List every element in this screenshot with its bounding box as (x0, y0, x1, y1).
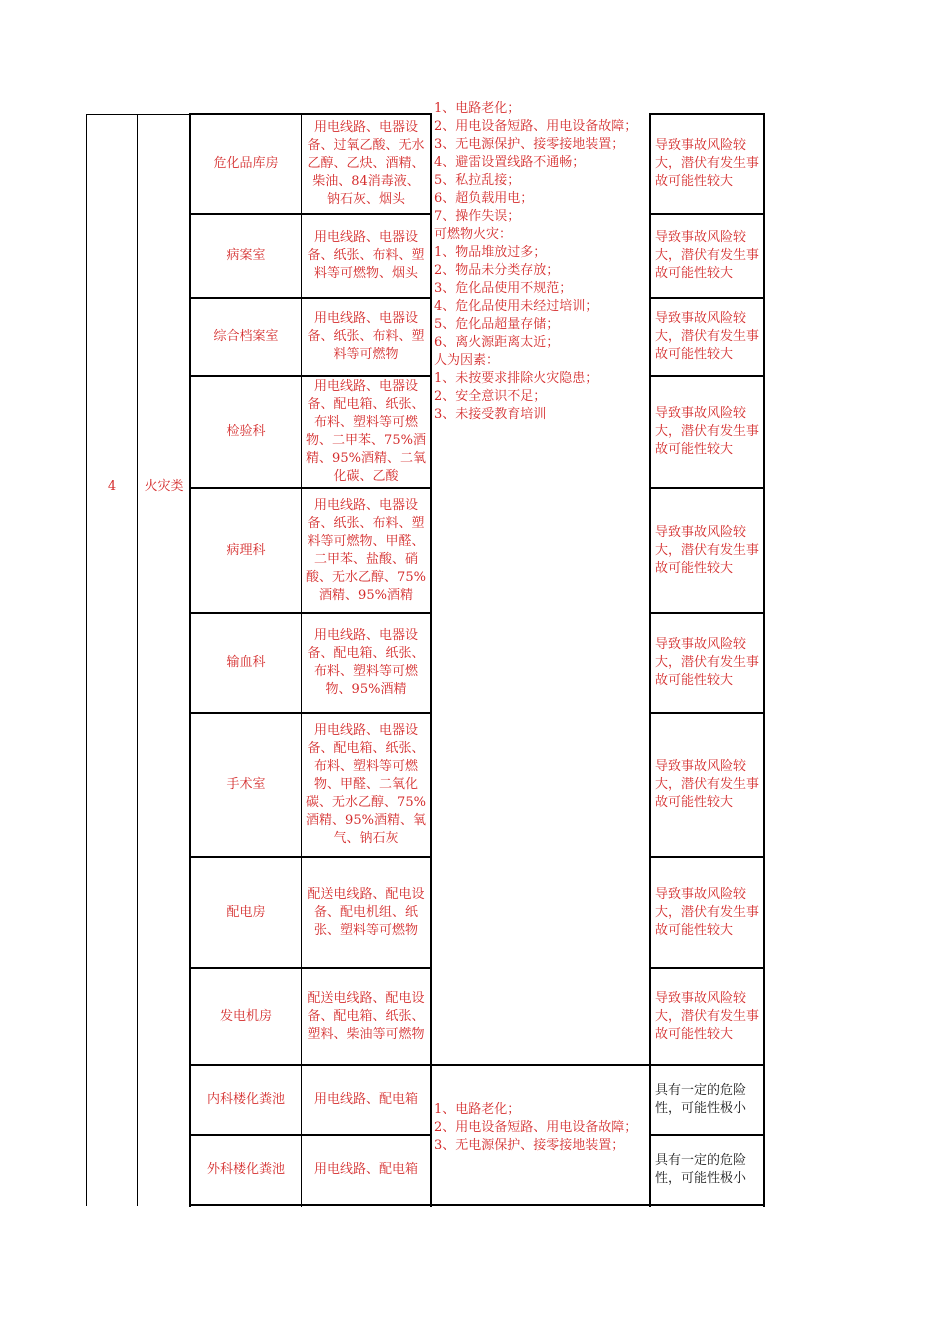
hazard-cell: 配送电线路、配电设备、配电机组、纸张、塑料等可燃物 (307, 886, 425, 938)
risk-cell: 具有一定的危险性，可能性极小 (655, 1153, 747, 1186)
risk-cell: 具有一定的危险性，可能性极小 (655, 1083, 747, 1116)
hazard-cell: 用电线路、电器设备、过氧乙酸、无水乙醇、乙炔、酒精、柴油、84消毒液、钠石灰、烟头 (307, 120, 425, 207)
risk-cell: 导致事故风险较大，潜伏有发生事故可能性较大 (655, 311, 760, 362)
risk-cell: 导致事故风险较大，潜伏有发生事故可能性较大 (655, 759, 760, 810)
location-cell: 输血科 (226, 655, 266, 670)
risk-cell: 导致事故风险较大，潜伏有发生事故可能性较大 (655, 524, 760, 576)
location-cell: 病理科 (226, 542, 266, 558)
location-cell: 检验科 (226, 424, 266, 439)
location-cell: 危化品库房 (213, 156, 279, 171)
risk-cell: 导致事故风险较大，潜伏有发生事故可能性较大 (655, 406, 760, 457)
hazard-cell: 用电线路、配电箱 (313, 1162, 418, 1177)
risk-cell: 导致事故风险较大，潜伏有发生事故可能性较大 (655, 138, 760, 189)
hazard-cell: 用电线路、电器设备、配电箱、纸张、布料、塑料等可燃物、二甲苯、75%酒精、95%酒精、二氧化碳、乙酸 (306, 379, 426, 484)
category-label: 火灾类 (144, 479, 184, 494)
location-cell: 内科楼化粪池 (206, 1092, 285, 1107)
location-cell: 病案室 (226, 248, 266, 263)
hazard-cell: 用电线路、配电箱 (313, 1092, 418, 1107)
hazard-cell: 用电线路、电器设备、配电箱、纸张、布料、塑料等可燃物、95%酒精 (307, 628, 425, 697)
risk-cell: 导致事故风险较大，潜伏有发生事故可能性较大 (655, 990, 760, 1042)
risk-cell: 导致事故风险较大，潜伏有发生事故可能性较大 (655, 886, 760, 938)
hazard-cell: 用电线路、电器设备、纸张、布料、塑料等可燃物、甲醛、二甲苯、盐酸、硝酸、无水乙醇、75%酒精、95%酒精 (306, 497, 426, 603)
row-number: 4 (107, 479, 117, 494)
location-cell: 手术室 (226, 777, 266, 792)
risk-cell: 导致事故风险较大，潜伏有发生事故可能性较大 (655, 637, 760, 688)
hazard-cell: 配送电线路、配电设备、配电箱、纸张、塑料、柴油等可燃物 (307, 990, 425, 1042)
causes-list-septic: 1、电路老化； 2、用电设备短路、用电设备故障； 3、无电源保护、接零接地装置； (434, 1102, 638, 1153)
hazard-cell: 用电线路、电器设备、配电箱、纸张、布料、塑料等可燃物、甲醛、二氧化碳、无水乙醇、75%酒精、95%酒精、氧气、钠石灰 (306, 723, 426, 846)
hazard-cell: 用电线路、电器设备、纸张、布料、塑料等可燃物、烟头 (307, 230, 425, 281)
location-cell: 外科楼化粪池 (206, 1162, 285, 1177)
location-cell: 发电机房 (219, 1008, 272, 1024)
location-cell: 综合档案室 (213, 329, 279, 344)
risk-cell: 导致事故风险较大，潜伏有发生事故可能性较大 (655, 230, 760, 281)
causes-list-main: 1、电路老化； 2、用电设备短路、用电设备故障； 3、无电源保护、接零接地装置； 4、避雷设置线路不通畅； 5、私拉乱接； 6、超负载用电； 7、操作失误； 可燃物火灾： 1、物品堆放过多； 2、物品未分类存放； 3、危化品使用不规范； 4、危化品使用未经过培训； 5、危化品超量存储； 6、离火源距离太近； 人为因素： 1、未按要求排除火灾隐患； 2、安全意识不足； 3、未接受教育培训 (434, 101, 638, 422)
hazard-cell: 用电线路、电器设备、纸张、布料、塑料等可燃物 (307, 311, 425, 362)
location-cell: 配电房 (226, 904, 266, 920)
